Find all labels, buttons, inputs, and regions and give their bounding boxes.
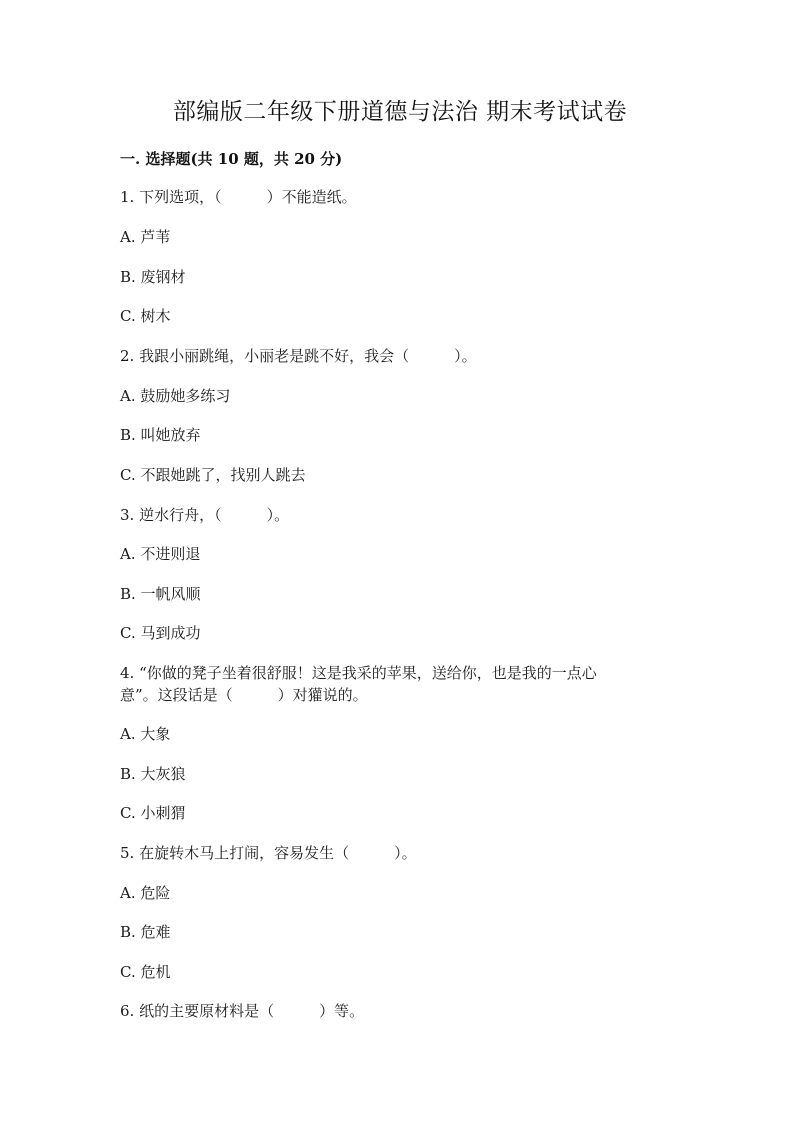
question-4-stem-line1: 4. “你做的凳子坐着很舒服！这是我采的苹果，送给你，也是我的一点心 <box>120 664 597 682</box>
question-2-stem: 2. 我跟小丽跳绳，小丽老是跳不好，我会（ ）。 <box>120 347 477 365</box>
question-5-stem: 5. 在旋转木马上打闹，容易发生（ ）。 <box>120 844 417 862</box>
question-4-option-a: A. 大象 <box>120 725 171 743</box>
question-2-option-a: A. 鼓励她多练习 <box>120 387 231 405</box>
question-1-option-c: C. 树木 <box>120 307 171 325</box>
question-1-option-b: B. 废钢材 <box>120 268 186 286</box>
question-5-option-c: C. 危机 <box>120 963 171 981</box>
question-3-option-a: A. 不进则退 <box>120 545 201 563</box>
question-4-stem-line2: 意”。这段话是（ ）对獾说的。 <box>120 686 368 704</box>
question-3-option-c: C. 马到成功 <box>120 624 201 642</box>
question-3-option-b: B. 一帆风顺 <box>120 585 201 603</box>
question-5-option-a: A. 危险 <box>120 884 171 902</box>
section-heading: 一. 选择题(共 10 题，共 20 分) <box>120 150 343 168</box>
question-4-option-c: C. 小刺猬 <box>120 804 186 822</box>
question-3-stem: 3. 逆水行舟，（ ）。 <box>120 506 290 524</box>
question-1-option-a: A. 芦苇 <box>120 228 171 246</box>
page-title: 部编版二年级下册道德与法治 期末考试试卷 <box>172 99 628 125</box>
question-4-option-b: B. 大灰狼 <box>120 765 186 783</box>
question-6-stem: 6. 纸的主要原材料是（ ）等。 <box>120 1002 365 1020</box>
question-2-option-b: B. 叫她放弃 <box>120 426 201 444</box>
question-2-option-c: C. 不跟她跳了，找别人跳去 <box>120 466 306 484</box>
question-1-stem: 1. 下列选项，（ ）不能造纸。 <box>120 188 357 206</box>
question-5-option-b: B. 危难 <box>120 923 171 941</box>
